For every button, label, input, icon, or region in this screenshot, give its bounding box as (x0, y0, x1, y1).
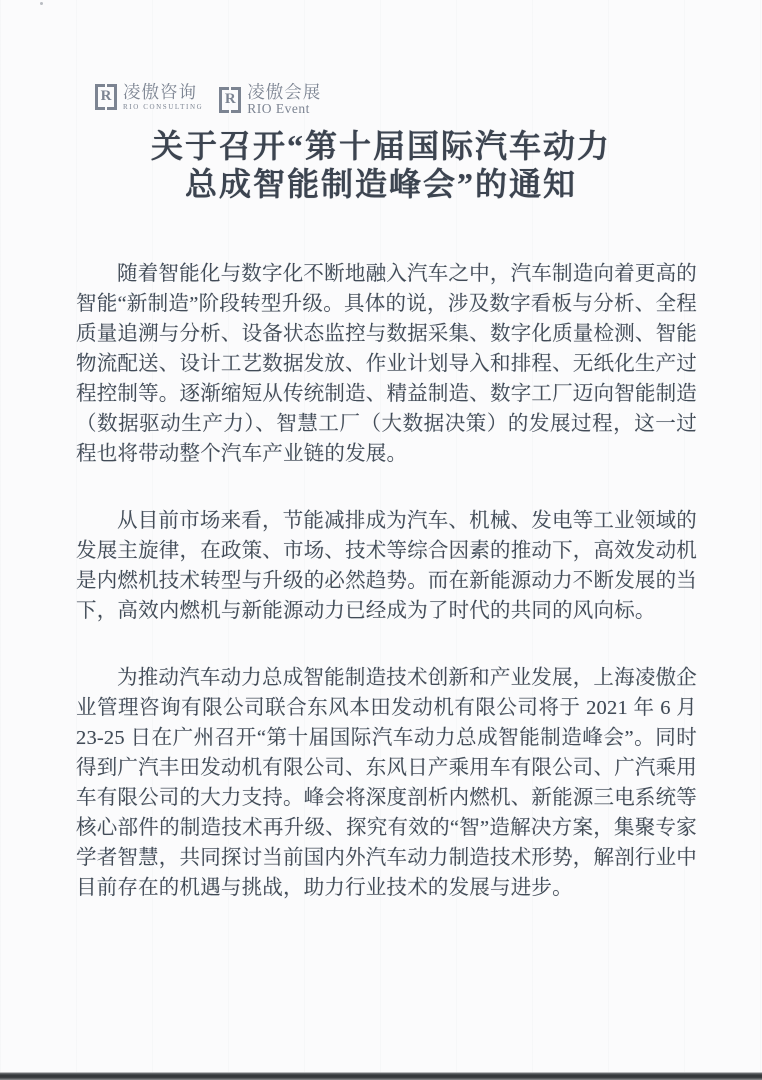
notice-body (76, 259, 697, 940)
logo-text-block (123, 83, 203, 111)
scanner-edge-bar (0, 1072, 762, 1080)
rio-bracket-icon (219, 86, 241, 114)
logo-name-en: RIO Event (247, 101, 310, 117)
paragraph-summit: 为推动汽车动力总成智能制造技术创新和产业发展，上海凌傲企业管理咨询有限公司联合东风本田发动机有限公司将于 2021 年 6 月 23-25 日在广州召开“第十届国际汽车动力总成智能制造峰会”。同时得到广汽丰田发动机有限公司、东风日产乘用车有限公司、广汽乘用车有限公司的大力支持。峰会将深度剖析内燃机、新能源三电系统等核心部件的制造技术再升级、探究有效的“智”造解决方案，集聚专家学者智慧，共同探讨当前国内外汽车动力制造技术形势，解剖行业中目前存在的机遇与挑战，助力行业技术的发展与进步。 (76, 667, 697, 899)
scan-artifact-speck (40, 2, 43, 5)
logo-rio-consulting (95, 83, 203, 111)
page-title (0, 127, 762, 203)
rio-bracket-icon (95, 83, 117, 111)
page-title-line-1: 关于召开“第十届国际汽车动力 (150, 128, 611, 164)
logo-row (95, 83, 321, 117)
logo-name-en: RIO CONSULTING (123, 102, 204, 111)
page-title-line-2: 总成智能制造峰会”的通知 (184, 166, 577, 202)
paragraph-market: 从目前市场来看，节能减排成为汽车、机械、发电等工业领域的发展主旋律，在政策、市场、技术等综合因素的推动下，高效发动机是内燃机技术转型与升级的必然趋势。而在新能源动力不断发展的当下，高效内燃机与新能源动力已经成为了时代的共同的风向标。 (76, 510, 697, 622)
paragraph-intro: 随着智能化与数字化不断地融入汽车之中，汽车制造向着更高的智能“新制造”阶段转型升级。具体的说，涉及数字看板与分析、全程质量追溯与分析、设备状态监控与数据采集、数字化质量检测、智能物流配送、设计工艺数据发放、作业计划导入和排程、无纸化生产过程控制等。逐渐缩短从传统制造、精益制造、数字工厂迈向智能制造（数据驱动生产力）、智慧工厂（大数据决策）的发展过程，这一过程也将带动整个汽车产业链的发展。 (76, 263, 697, 465)
logo-name-cn: 凌傲会展 (247, 82, 322, 102)
logo-name-cn: 凌傲咨询 (123, 82, 197, 103)
rio-icon-letter: R (100, 88, 112, 105)
logo-text-block (247, 83, 321, 117)
logo-rio-event (219, 83, 321, 117)
rio-icon-letter: R (224, 90, 236, 107)
